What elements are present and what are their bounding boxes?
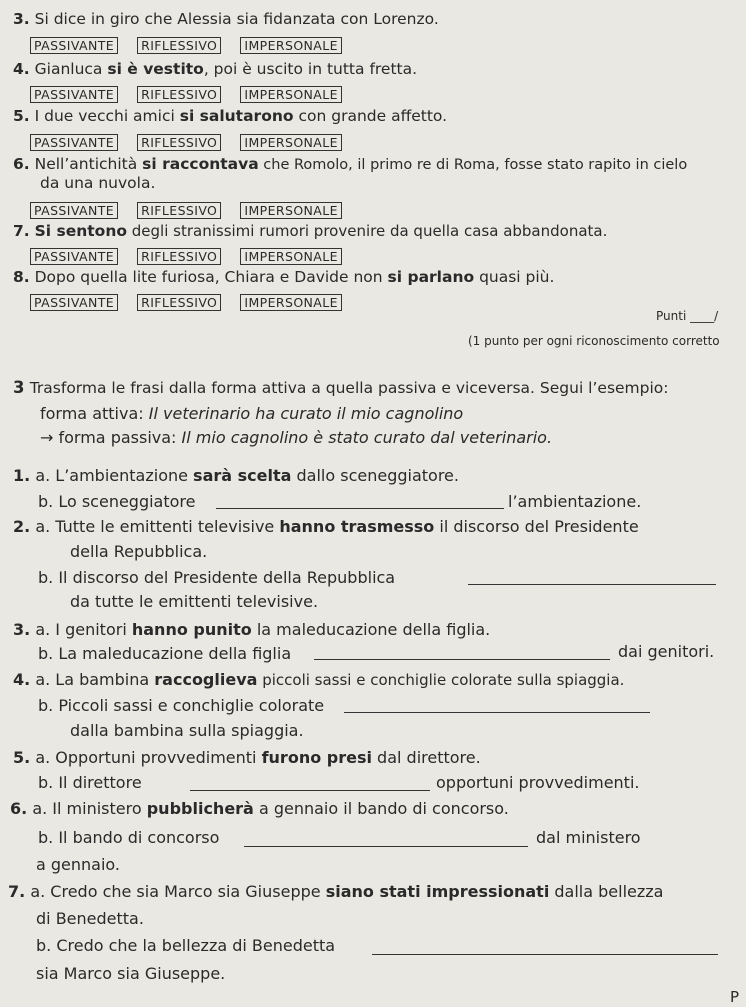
option-riflessivo[interactable]: RIFLESSIVO — [137, 86, 221, 103]
item-text-bold: Si sentono — [34, 222, 128, 240]
ex2-item-6-cont: da una nuvola. — [40, 174, 156, 192]
item-number: 7. — [13, 222, 30, 240]
ex3-item-2a-cont: della Repubblica. — [70, 542, 208, 561]
item-text-bold: hanno punito — [131, 620, 252, 639]
ex3-item-3b: b. La maleducazione della figlia — [38, 644, 292, 663]
ex3-item-2b: b. Il discorso del Presidente della Repubblica — [38, 568, 396, 587]
item-number: 1. — [13, 466, 31, 485]
ex3-item-7b-cont: sia Marco sia Giuseppe. — [36, 964, 226, 983]
option-passivante[interactable]: PASSIVANTE — [30, 86, 118, 103]
scoring-note: (1 punto per ogni riconoscimento corretto — [468, 334, 720, 348]
item-number: 6. — [10, 799, 28, 818]
item-text-bold: raccoglieva — [154, 670, 258, 689]
item-number: 3. — [13, 620, 31, 639]
item-number: 2. — [13, 517, 31, 536]
option-impersonale[interactable]: IMPERSONALE — [240, 294, 342, 311]
options-row-6 — [30, 200, 342, 219]
item-text-bold: si raccontava — [142, 155, 259, 173]
ex2-item-7 — [13, 222, 607, 240]
item-text-post: , poi è uscito in tutta fretta. — [203, 60, 418, 78]
active-example — [40, 404, 463, 423]
item-number: 8. — [13, 268, 30, 286]
item-text-post: dal direttore. — [371, 748, 481, 767]
option-impersonale[interactable]: IMPERSONALE — [240, 202, 342, 219]
ex2-item-6 — [13, 155, 687, 173]
answer-blank-4[interactable] — [344, 712, 650, 713]
corner-letter: P — [730, 988, 740, 1006]
item-text-post: dalla bellezza — [549, 882, 664, 901]
item-text-post: piccoli sassi e conchiglie colorate sulla spiaggia. — [257, 671, 625, 689]
passive-example — [40, 428, 552, 447]
ex3-item-1a — [13, 466, 459, 485]
item-text-post: a gennaio il bando di concorso. — [253, 799, 509, 818]
item-number: 3. — [13, 10, 30, 28]
item-text-bold: siano stati impressionati — [325, 882, 550, 901]
item-text-pre: a. I genitori — [35, 620, 132, 639]
option-impersonale[interactable]: IMPERSONALE — [240, 134, 342, 151]
item-text-bold: sarà scelta — [193, 466, 292, 485]
active-label: forma attiva: — [40, 404, 144, 423]
ex3-item-3b-end: dai genitori. — [618, 642, 715, 661]
ex3-item-7a-cont: di Benedetta. — [36, 909, 144, 928]
item-text-pre: Gianluca — [34, 60, 108, 78]
ex3-item-7b: b. Credo che la bellezza di Benedetta — [36, 936, 336, 955]
item-text-bold: si è vestito — [107, 60, 204, 78]
item-number: 4. — [13, 670, 31, 689]
option-impersonale[interactable]: IMPERSONALE — [240, 86, 342, 103]
item-number: 4. — [13, 60, 30, 78]
item-text-bold: si salutarono — [179, 107, 294, 125]
answer-blank-7[interactable] — [372, 954, 718, 955]
item-text-pre: a. Il ministero — [32, 799, 147, 818]
ex2-item-3 — [13, 10, 439, 28]
answer-blank-1[interactable] — [216, 508, 504, 509]
ex2-item-4 — [13, 60, 417, 78]
option-impersonale[interactable]: IMPERSONALE — [240, 37, 342, 54]
ex3-item-1b-end: l’ambientazione. — [508, 492, 642, 511]
ex3-item-6b: b. Il bando di concorso — [38, 828, 220, 847]
ex3-item-6a — [10, 799, 509, 818]
option-riflessivo[interactable]: RIFLESSIVO — [137, 37, 221, 54]
answer-blank-2[interactable] — [468, 584, 716, 585]
item-text-pre: a. Tutte le emittenti televisive — [35, 517, 280, 536]
option-passivante[interactable]: PASSIVANTE — [30, 134, 118, 151]
ex3-item-2a — [13, 517, 639, 536]
options-row-8 — [30, 292, 342, 311]
item-text-pre: a. Opportuni provvedimenti — [35, 748, 262, 767]
item-text-post: il discorso del Presidente — [434, 517, 639, 536]
item-number: 7. — [8, 882, 26, 901]
item-text-post: quasi più. — [474, 268, 555, 286]
item-text-pre: Dopo quella lite furiosa, Chiara e Davide non — [34, 268, 388, 286]
options-row-5 — [30, 132, 342, 151]
ex3-item-2b-cont: da tutte le emittenti televisive. — [70, 592, 319, 611]
option-riflessivo[interactable]: RIFLESSIVO — [137, 248, 221, 265]
option-impersonale[interactable]: IMPERSONALE — [240, 248, 342, 265]
item-number: 6. — [13, 155, 30, 173]
punti-score: Punti ____/ — [656, 309, 719, 323]
options-row-3 — [30, 35, 342, 54]
option-passivante[interactable]: PASSIVANTE — [30, 294, 118, 311]
item-number: 5. — [13, 107, 30, 125]
item-text-bold: furono presi — [261, 748, 372, 767]
item-text-pre: a. La bambina — [35, 670, 155, 689]
ex2-item-8 — [13, 268, 554, 286]
item-text-post: degli stranissimi rumori provenire da quella casa abbandonata. — [127, 222, 608, 240]
option-riflessivo[interactable]: RIFLESSIVO — [137, 134, 221, 151]
ex3-item-4b-cont: dalla bambina sulla spiaggia. — [70, 721, 304, 740]
passive-label: forma passiva: — [58, 428, 177, 447]
ex3-item-5b-end: opportuni provvedimenti. — [436, 773, 640, 792]
exercise-3-instruction — [13, 378, 669, 397]
answer-blank-5[interactable] — [190, 790, 430, 791]
item-text-post: che Romolo, il primo re di Roma, fosse stato rapito in cielo — [258, 157, 688, 173]
ex3-item-7a — [8, 882, 663, 901]
instruction-text: Trasforma le frasi dalla forma attiva a quella passiva e viceversa. Segui l’esempio: — [29, 379, 669, 397]
item-text: Si dice in giro che Alessia sia fidanzata con Lorenzo. — [34, 10, 439, 28]
ex3-item-6b-cont: a gennaio. — [36, 855, 121, 874]
ex3-item-1b: b. Lo sceneggiatore — [38, 492, 196, 511]
ex3-item-5b: b. Il direttore — [38, 773, 142, 792]
active-example-text: Il veterinario ha curato il mio cagnolino — [148, 404, 464, 423]
item-text-post: dallo sceneggiatore. — [291, 466, 459, 485]
item-text-pre: Nell’antichità — [34, 155, 143, 173]
arrow-icon: → — [40, 428, 54, 447]
answer-blank-3[interactable] — [314, 659, 610, 660]
ex3-item-4b: b. Piccoli sassi e conchiglie colorate — [38, 696, 325, 715]
option-riflessivo[interactable]: RIFLESSIVO — [137, 294, 221, 311]
item-number: 5. — [13, 748, 31, 767]
item-text-pre: a. L’ambientazione — [35, 466, 194, 485]
item-text-post: con grande affetto. — [293, 107, 448, 125]
exercise-number: 3 — [13, 378, 25, 397]
options-row-4 — [30, 84, 342, 103]
option-passivante[interactable]: PASSIVANTE — [30, 248, 118, 265]
answer-blank-6[interactable] — [244, 846, 528, 847]
options-row-7 — [30, 246, 342, 265]
item-text-pre: I due vecchi amici — [34, 107, 180, 125]
ex2-item-5 — [13, 107, 447, 125]
passive-example-text: Il mio cagnolino è stato curato dal veterinario. — [181, 428, 553, 447]
option-passivante[interactable]: PASSIVANTE — [30, 37, 118, 54]
ex3-item-6b-end: dal ministero — [536, 828, 641, 847]
ex3-item-4a — [13, 670, 624, 689]
item-text-bold: pubblicherà — [146, 799, 254, 818]
option-riflessivo[interactable]: RIFLESSIVO — [137, 202, 221, 219]
ex3-item-3a — [13, 620, 490, 639]
item-text-post: la maleducazione della figlia. — [251, 620, 491, 639]
ex3-item-5a — [13, 748, 481, 767]
option-passivante[interactable]: PASSIVANTE — [30, 202, 118, 219]
item-text-pre: a. Credo che sia Marco sia Giuseppe — [30, 882, 326, 901]
item-text-bold: hanno trasmesso — [279, 517, 435, 536]
item-text-bold: si parlano — [387, 268, 475, 286]
